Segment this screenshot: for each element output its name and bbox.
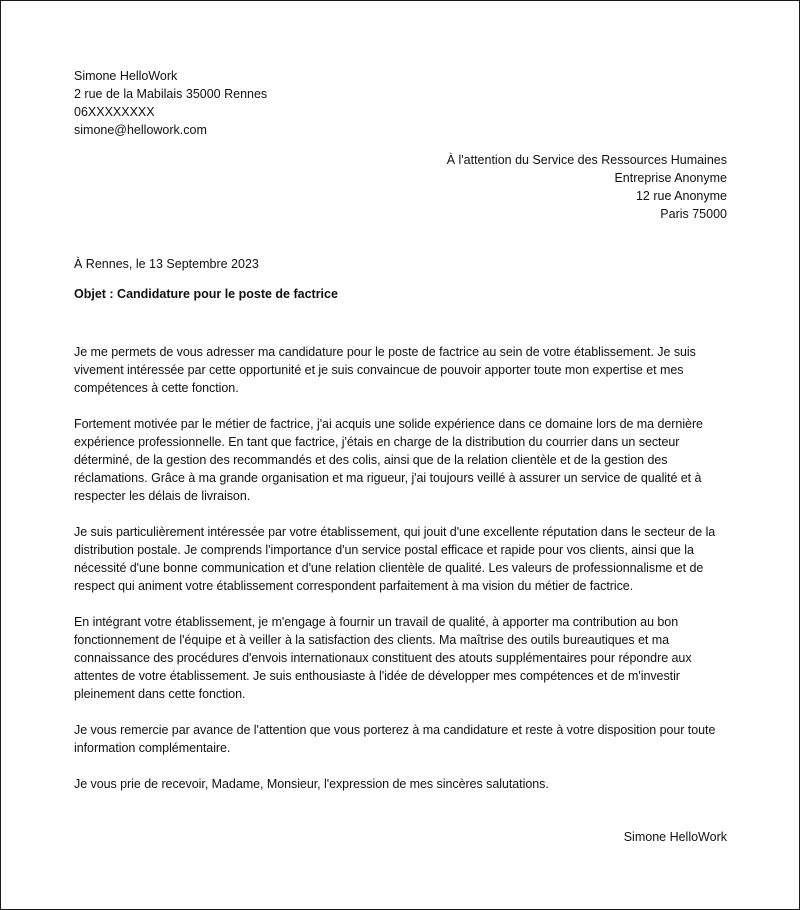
body-paragraph: Je me permets de vous adresser ma candidature pour le poste de factrice au sein de votre établissement. Je suis vivement intéressée par cette opportunité et je suis convaincue de pouvoir apporter toute mon expertise et mes compétences à cette fonction.	[74, 345, 696, 395]
sender-address: 2 rue de la Mabilais 35000 Rennes	[74, 87, 268, 101]
recipient-block	[447, 151, 727, 223]
closing-paragraph: Je vous prie de recevoir, Madame, Monsieur, l'expression de mes sincères salutations.	[74, 777, 549, 791]
sender-email: simone@hellowork.com	[74, 123, 207, 137]
body-paragraph: En intégrant votre établissement, je m'engage à fournir un travail de qualité, à apporter ma contribution au bon fonctionnement de l'équipe et à veiller à la satisfaction des clients. Ma maîtrise des outils bureautiques et ma connaissance des procédures d'envois internationaux constituent des atouts supplémentaires pour répondre aux attentes de votre établissement. Je suis enthousiaste à l'idée de développer mes compétences et de m'investir pleinement dans cette fonction.	[74, 615, 692, 701]
sender-block	[74, 67, 267, 139]
signature: Simone HelloWork	[623, 830, 727, 844]
recipient-city: Paris 75000	[660, 207, 727, 221]
body-paragraph: Fortement motivée par le métier de factrice, j'ai acquis une solide expérience dans ce domaine lors de ma dernière expérience professionnelle. En tant que factrice, j'étais en charge de la distribution du courrier dans un secteur déterminé, de la gestion des recommandés et des colis, ainsi que de la relation clientèle et de la gestion des réclamations. Grâce à ma grande organisation et ma rigueur, j'ai toujours veillé à assurer un service de qualité et à respecter les délais de livraison.	[74, 417, 703, 503]
sender-name: Simone HelloWork	[74, 69, 178, 83]
sender-phone: 06XXXXXXXX	[74, 105, 155, 119]
recipient-company: Entreprise Anonyme	[614, 171, 727, 185]
body-paragraph: Je suis particulièrement intéressée par votre établissement, qui jouit d'une excellente réputation dans le secteur de la distribution postale. Je comprends l'importance d'un service postal efficace et rapide pour vos clients, ainsi que la nécessité d'une bonne communication et d'une relation clientèle de qualité. Les valeurs de professionnalisme et de respect qui animent votre établissement correspondent parfaitement à ma vision du métier de factrice.	[74, 525, 716, 593]
subject-line: Objet : Candidature pour le poste de factrice	[74, 287, 338, 301]
recipient-attention: À l'attention du Service des Ressources Humaines	[446, 153, 727, 167]
recipient-street: 12 rue Anonyme	[635, 189, 727, 203]
letter-body	[74, 343, 734, 811]
body-paragraph: Je vous remercie par avance de l'attention que vous porterez à ma candidature et reste à votre disposition pour toute information complémentaire.	[74, 723, 716, 755]
date-line: À Rennes, le 13 Septembre 2023	[74, 257, 259, 271]
